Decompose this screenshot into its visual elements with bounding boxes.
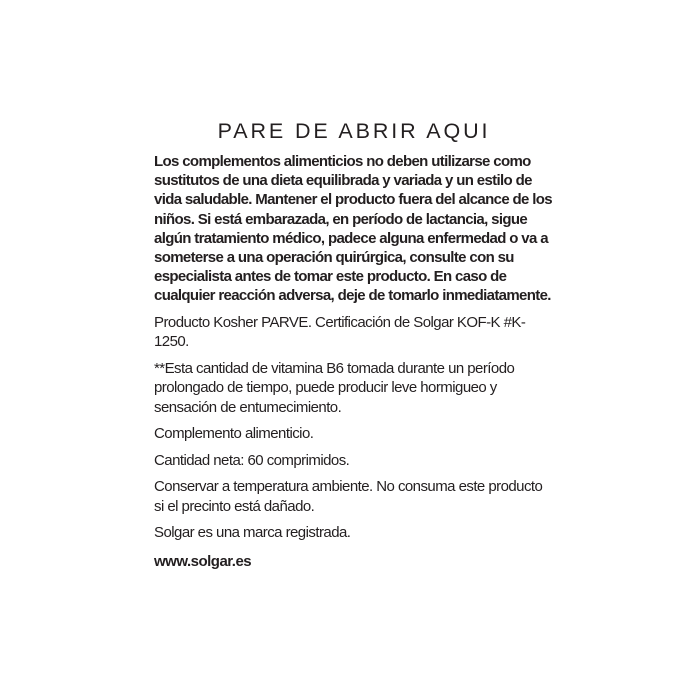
storage-instructions: Conservar a temperatura ambiente. No consuma este producto si el precinto está dañado. bbox=[154, 478, 543, 515]
warning-paragraph: Los complementos alimenticios no deben utilizarse como sustitutos de una dieta equilibrada y variada y un estilo de vida saludable. Mantener el producto fuera del alcance de los niños. Si está embarazada, en período de lactancia, sigue algún tratamiento médico, padece alguna enfermedad o va a someterse a una operación quirúrgica, consulte con su especialista antes de tomar este producto. En caso de cualquier reacción adversa, deje de tomarlo inmediatamente. bbox=[154, 153, 552, 305]
net-quantity: Cantidad neta: 60 comprimidos. bbox=[154, 451, 350, 469]
website-link[interactable]: www.solgar.es bbox=[154, 552, 252, 570]
pare-de-abrir-heading: PARE DE ABRIR AQUI bbox=[217, 119, 491, 143]
vitamin-b6-note: **Esta cantidad de vitamina B6 tomada durante un período prolongado de tiempo, puede producir leve hormigueo y sensación de entumecimiento. bbox=[154, 359, 515, 416]
trademark-notice: Solgar es una marca registrada. bbox=[154, 524, 351, 542]
label-text-panel bbox=[154, 118, 554, 571]
kosher-certification: Producto Kosher PARVE. Certificación de Solgar KOF-K #K-1250. bbox=[154, 313, 526, 351]
product-type: Complemento alimenticio. bbox=[154, 425, 314, 443]
